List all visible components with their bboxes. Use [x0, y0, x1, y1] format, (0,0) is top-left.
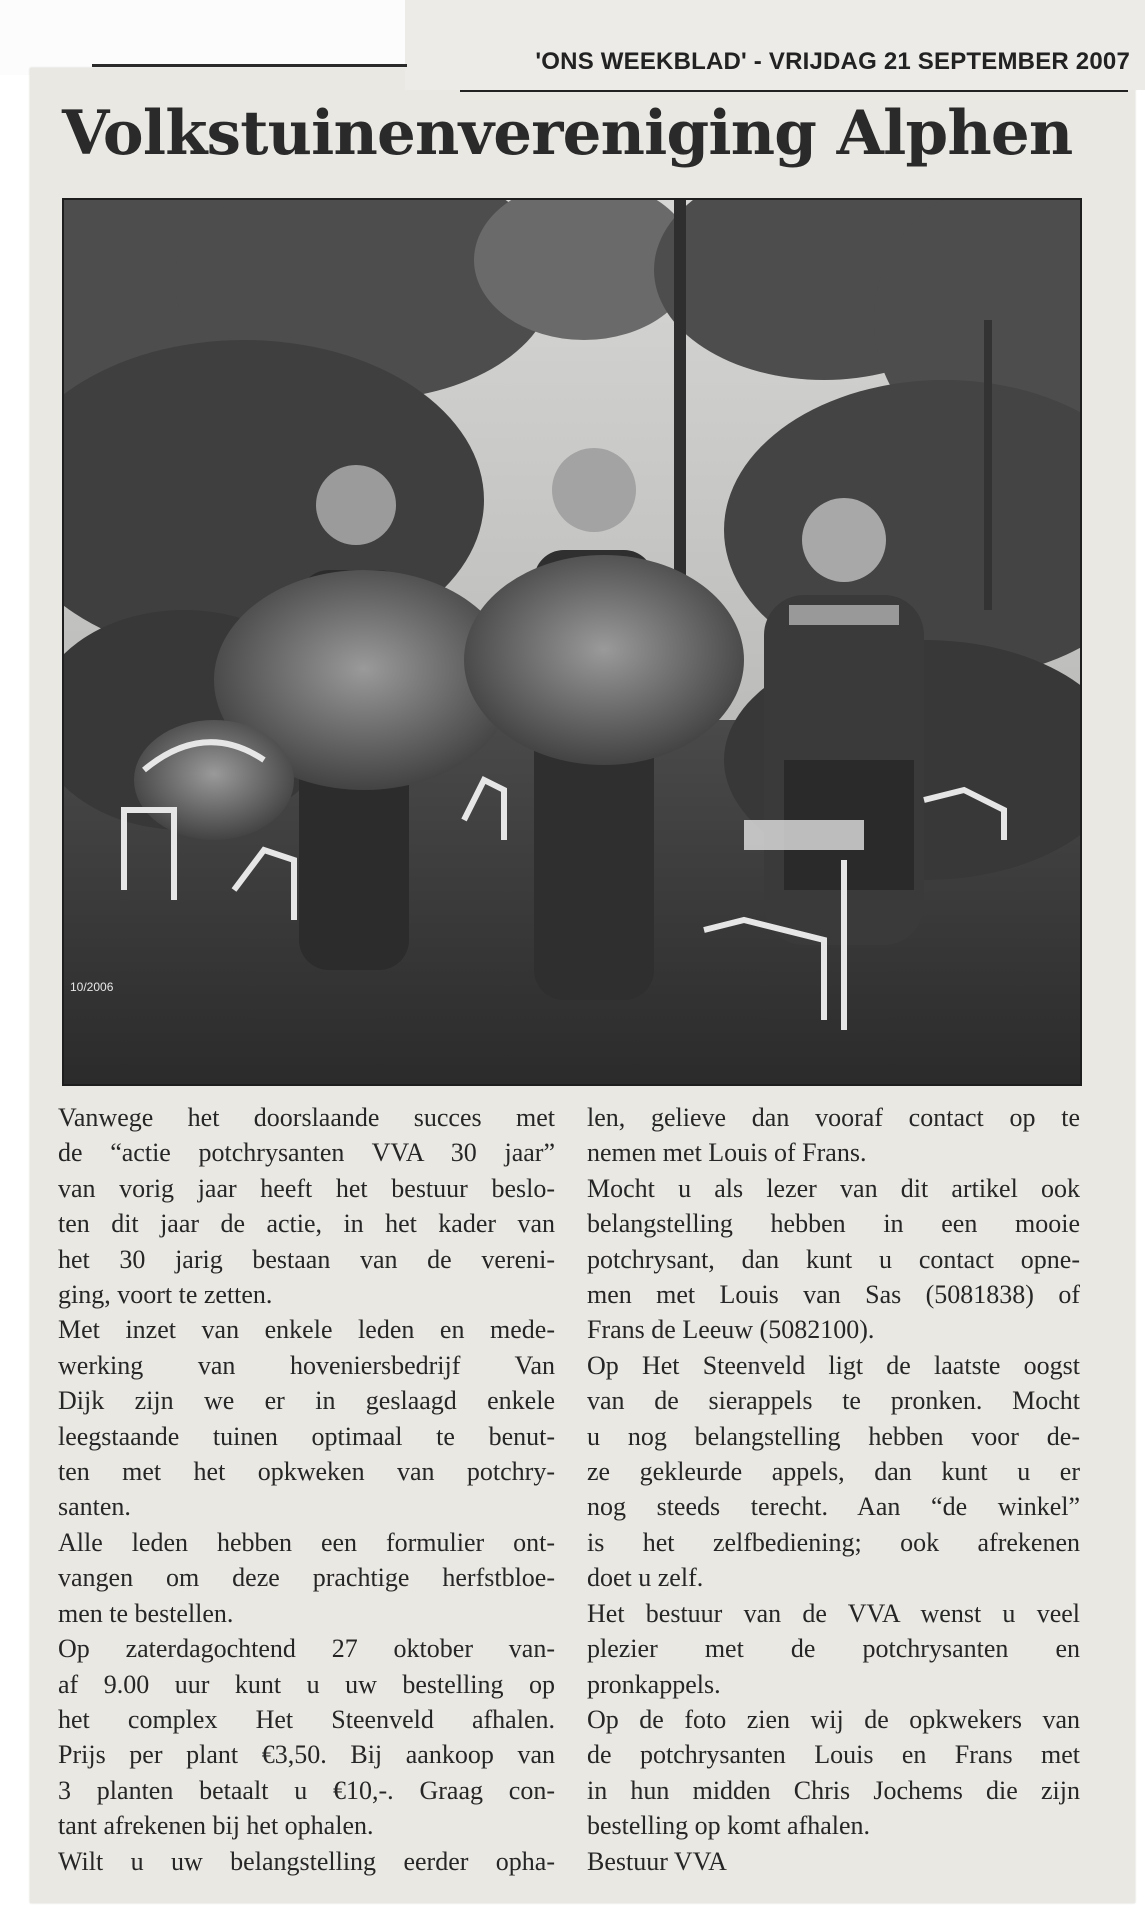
text-line: van vorig jaar heeft het bestuur beslo-	[58, 1173, 555, 1203]
pole	[984, 320, 992, 610]
text-line: pronkappels.	[587, 1669, 721, 1699]
text-line: ze gekleurde appels, dan kunt u er	[587, 1457, 1080, 1487]
photo-garden-scene	[64, 200, 1080, 1084]
article-signature: Bestuur VVA	[587, 1846, 727, 1876]
article-photo	[62, 198, 1082, 1086]
text-line: doet u zelf.	[587, 1563, 704, 1593]
text-line: belangstelling hebben in een mooie	[587, 1209, 1080, 1239]
text-line: is het zelfbediening; ook afrekenen	[587, 1527, 1080, 1557]
article-column-right	[587, 1100, 1080, 1879]
masthead-dateline: 'ONS WEEKBLAD' - VRIJDAG 21 SEPTEMBER 2007	[535, 48, 1130, 75]
text-line: men met Louis van Sas (5081838) of	[587, 1280, 1080, 1310]
text-line: af 9.00 uur kunt u uw bestelling op	[58, 1669, 555, 1699]
photo-code: 10/2006	[70, 980, 114, 994]
text-line: leegstaande tuinen optimaal te benut-	[58, 1421, 555, 1451]
text-line: Prijs per plant €3,50. Bij aankoop van	[58, 1740, 555, 1770]
text-line: santen.	[58, 1492, 131, 1522]
text-line: het complex Het Steenveld afhalen.	[58, 1704, 555, 1734]
text-line: Wilt u uw belangstelling eerder opha-	[58, 1846, 555, 1876]
article-column-left	[58, 1100, 555, 1879]
text-line: Mocht u als lezer van dit artikel ook	[587, 1173, 1080, 1203]
text-line: ten met het opkweken van potchry-	[58, 1457, 555, 1487]
text-line: de potchrysanten Louis en Frans met	[587, 1740, 1080, 1770]
text-line: in hun midden Chris Jochems die zijn	[587, 1775, 1080, 1805]
text-line: nemen met Louis of Frans.	[587, 1138, 867, 1168]
text-line: Met inzet van enkele leden en mede-	[58, 1315, 555, 1345]
text-line: Op Het Steenveld ligt de laatste oogst	[587, 1350, 1080, 1380]
text-line: tant afrekenen bij het ophalen.	[58, 1811, 374, 1841]
clipping-rule	[92, 64, 407, 67]
text-line: men te bestellen.	[58, 1598, 234, 1628]
text-line: ging, voort te zetten.	[58, 1280, 273, 1310]
text-line: Frans de Leeuw (5082100).	[587, 1315, 875, 1345]
article-headline: Volkstuinenvereniging Alphen	[62, 98, 1073, 169]
text-line: Vanwege het doorslaande succes met	[58, 1103, 555, 1132]
text-line: Op zaterdagochtend 27 oktober van-	[58, 1634, 555, 1664]
masthead-rule	[460, 90, 1128, 92]
paper-bag	[744, 820, 864, 850]
text-line: de “actie potchrysanten VVA 30 jaar”	[58, 1138, 555, 1168]
text-line: u nog belangstelling hebben voor de-	[587, 1421, 1080, 1451]
text-line: plezier met de potchrysanten en	[587, 1634, 1080, 1664]
clipping-header-strip	[405, 0, 1145, 90]
text-line: ten dit jaar de actie, in het kader van	[58, 1209, 555, 1239]
text-line: len, gelieve dan vooraf contact op te	[587, 1103, 1080, 1132]
tree-trunk	[674, 200, 686, 620]
text-line: werking van hoveniersbedrijf Van	[58, 1350, 555, 1380]
text-line: Dijk zijn we er in geslaagd enkele	[58, 1386, 555, 1416]
text-line: het 30 jarig bestaan van de vereni-	[58, 1244, 555, 1274]
text-line: Het bestuur van de VVA wenst u veel	[587, 1598, 1080, 1628]
text-line: 3 planten betaalt u €10,-. Graag con-	[58, 1775, 555, 1805]
text-line: van de sierappels te pronken. Mocht	[587, 1386, 1080, 1416]
text-line: nog steeds terecht. Aan “de winkel”	[587, 1492, 1080, 1522]
text-line: potchrysant, dan kunt u contact opne-	[587, 1244, 1080, 1274]
text-line: Op de foto zien wij de opkwekers van	[587, 1704, 1080, 1734]
text-line: Alle leden hebben een formulier ont-	[58, 1527, 555, 1557]
text-line: bestelling op komt afhalen.	[587, 1811, 871, 1841]
text-line: vangen om deze prachtige herfstbloe-	[58, 1563, 555, 1593]
